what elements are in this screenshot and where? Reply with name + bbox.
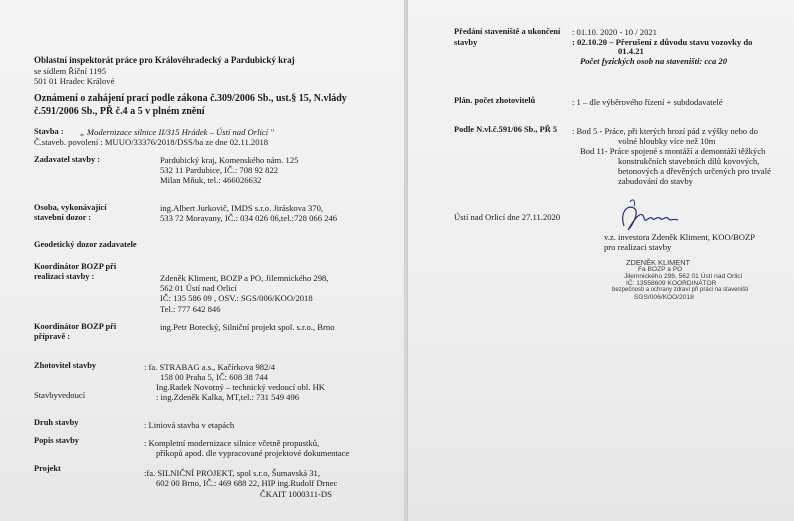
pocet-osob: Počet fyzických osob na staveništi: cca 20 [580,56,728,66]
authority-address: se sídlem Říční 1195 [34,66,107,76]
zadavatel-line: Milan Mňuk, tel.: 466026632 [160,175,262,185]
stavbyvedouci-value: : ing.Zdeněk Kalka, MT,tel.: 731 549 496 [156,392,300,402]
bod5-line: : Bod 5 - Práce, při kterých hrozí pád z výšky nebo do [572,126,758,136]
geodet-label: Geodetický dozor zadavatele [34,240,137,249]
stamp-line: Fa BOZP a PO [638,266,683,273]
projekt-line: ČKAIT 1000311-DS [260,489,332,499]
plan-label: Plán. počet zhotovitelů [454,96,536,105]
zhotovitel-label: Zhotovitel stavby [34,361,97,370]
signature-line: pro realizaci stavby [604,242,672,252]
stavba-value: „ Modernizace silnice II/315 Hrádek – Ústí nad Orlicí " [80,127,274,137]
bod11-line: zabudování do stavby [618,176,693,186]
osoba-line: 533 72 Moravany, IČ.: 034 026 06,tel.:728 066 246 [160,213,338,223]
druh-label: Druh stavby [34,418,79,427]
bod11-line: Bod 11- Práce spojené s montáží a demontáží těžkých [580,146,766,156]
zadavatel-label: Zadavatel stavby : [34,155,101,164]
osoba-label-2: stavební dozor : [34,213,92,222]
koordinator-realizace-label: Koordinátor BOZP při [34,262,117,271]
predani-label: Předání staveniště a ukončení [454,27,561,36]
stamp-line: ZDENĚK KLIMENT [626,258,691,267]
zhotovitel-line: : fa. STRABAG a.s., Kačírkova 982/4 [144,362,276,372]
bod11-line: konstrukčních stavebních dílů kovových, [618,156,760,166]
bod11-line: betonových a dřevěných určených pro trvalé [618,166,771,176]
koordinator-line: IČ: 135 586 09 , OSV.: SGS/006/KOO/2018 [160,293,313,303]
bod5-line: volné hloubky více než 10m [618,136,716,146]
preruseni-date: 01.4.21 [618,46,644,56]
popis-line: : Kompletní modernizace silnice včetně propustků, [144,438,320,448]
stavbyvedouci-label: Stavbyvedoucí [34,390,86,400]
zhotovitel-line: 158 00 Praha 5, IČ: 608 38 744 [160,372,268,382]
zadavatel-line: Pardubický kraj, Komenského nám. 125 [160,155,299,165]
projekt-line: 602 00 Brno, IČ.: 469 688 22, HIP ing.Rudolf Drnec [156,478,338,488]
stamp-line: SGS/006/KOO/2018 [634,294,694,301]
stamp-line: IČ: 13558609 KOORDINÁTOR [626,280,717,287]
stavba-label: Stavba : [34,127,64,136]
koordinator-priprava-value: ing.Petr Borecký, Silniční projekt spol. s.r.o., Brno [160,322,335,332]
predani-dates: : 01.10. 2020 - 10 / 2021 [572,27,657,37]
zadavatel-line: 532 11 Pardubice, IČ.: 708 92 822 [160,165,279,175]
popis-label: Popis stavby [34,436,79,445]
koordinator-line: 562 01 Ústí nad Orlicí [160,283,237,293]
koordinator-line: Tel.: 777 642 846 [160,304,221,314]
zhotovitel-line: Ing.Radek Novotný – technický vedoucí obl. HK [156,382,325,392]
stamp-line: bezpečnosti a ochrany zdraví při práci na staveništi [612,287,749,293]
notice-heading-2: č.591/2006 Sb., PŘ č.4 a 5 v plném znění [34,106,205,117]
koordinator-priprava-label-2: přípravě : [34,332,71,341]
authority-city: 501 01 Hradec Králové [34,76,115,86]
projekt-line: :fa. SILNIČNÍ PROJEKT, spol s.r.o, Šumavská 31, [144,468,321,478]
projekt-label: Projekt [34,464,61,473]
place-date: Ústí nad Orlicí dne 27.11.2020 [454,212,561,222]
authority-name: Oblastní inspektorát práce pro Královéhradecký a Pardubický kraj [34,55,295,65]
stamp-line: Jilemnického 298, 562 01 Ústí nad Orlicí [624,273,743,280]
koordinator-priprava-label: Koordinátor BOZP při [34,322,117,331]
preruseni-note: : 02.10.20 – Přerušení z důvodu stavu vozovky do [572,37,753,47]
signature-icon [616,196,686,236]
podle-label: Podle N.vl.č.591/06 Sb., PŘ 5 [454,125,558,134]
koordinator-line: Zdeněk Kliment, BOZP a PO, Jilemnického 298, [160,273,329,283]
druh-value: : Liniová stavba v etapách [144,420,235,430]
osoba-line: ing.Albert Jurkovič, IMDS s.r.o. Jiráskova 370, [160,203,324,213]
koordinator-realizace-label-2: realizaci stavby : [34,272,95,281]
popis-line: příkopů apod. dle vypracované projektové dokumentace [156,448,350,458]
notice-heading: Oznámení o zahájení prací podle zákona č.309/2006 Sb., ust.§ 15, N.vlády [34,93,347,104]
povoleni: Č.staveb. povolení : MUUO/33376/2018/DSS/ba ze dne 02.11.2018 [34,137,269,147]
osoba-label: Osoba, vykonávající [34,203,107,212]
plan-value: : 1 – dle výběrového řízení + subdodavatelé [572,97,723,107]
right-page [408,0,794,521]
predani-label-2: stavby [454,38,478,47]
signature-line: v.z. investora Zdeněk Kliment, KOO/BOZP [604,232,755,242]
